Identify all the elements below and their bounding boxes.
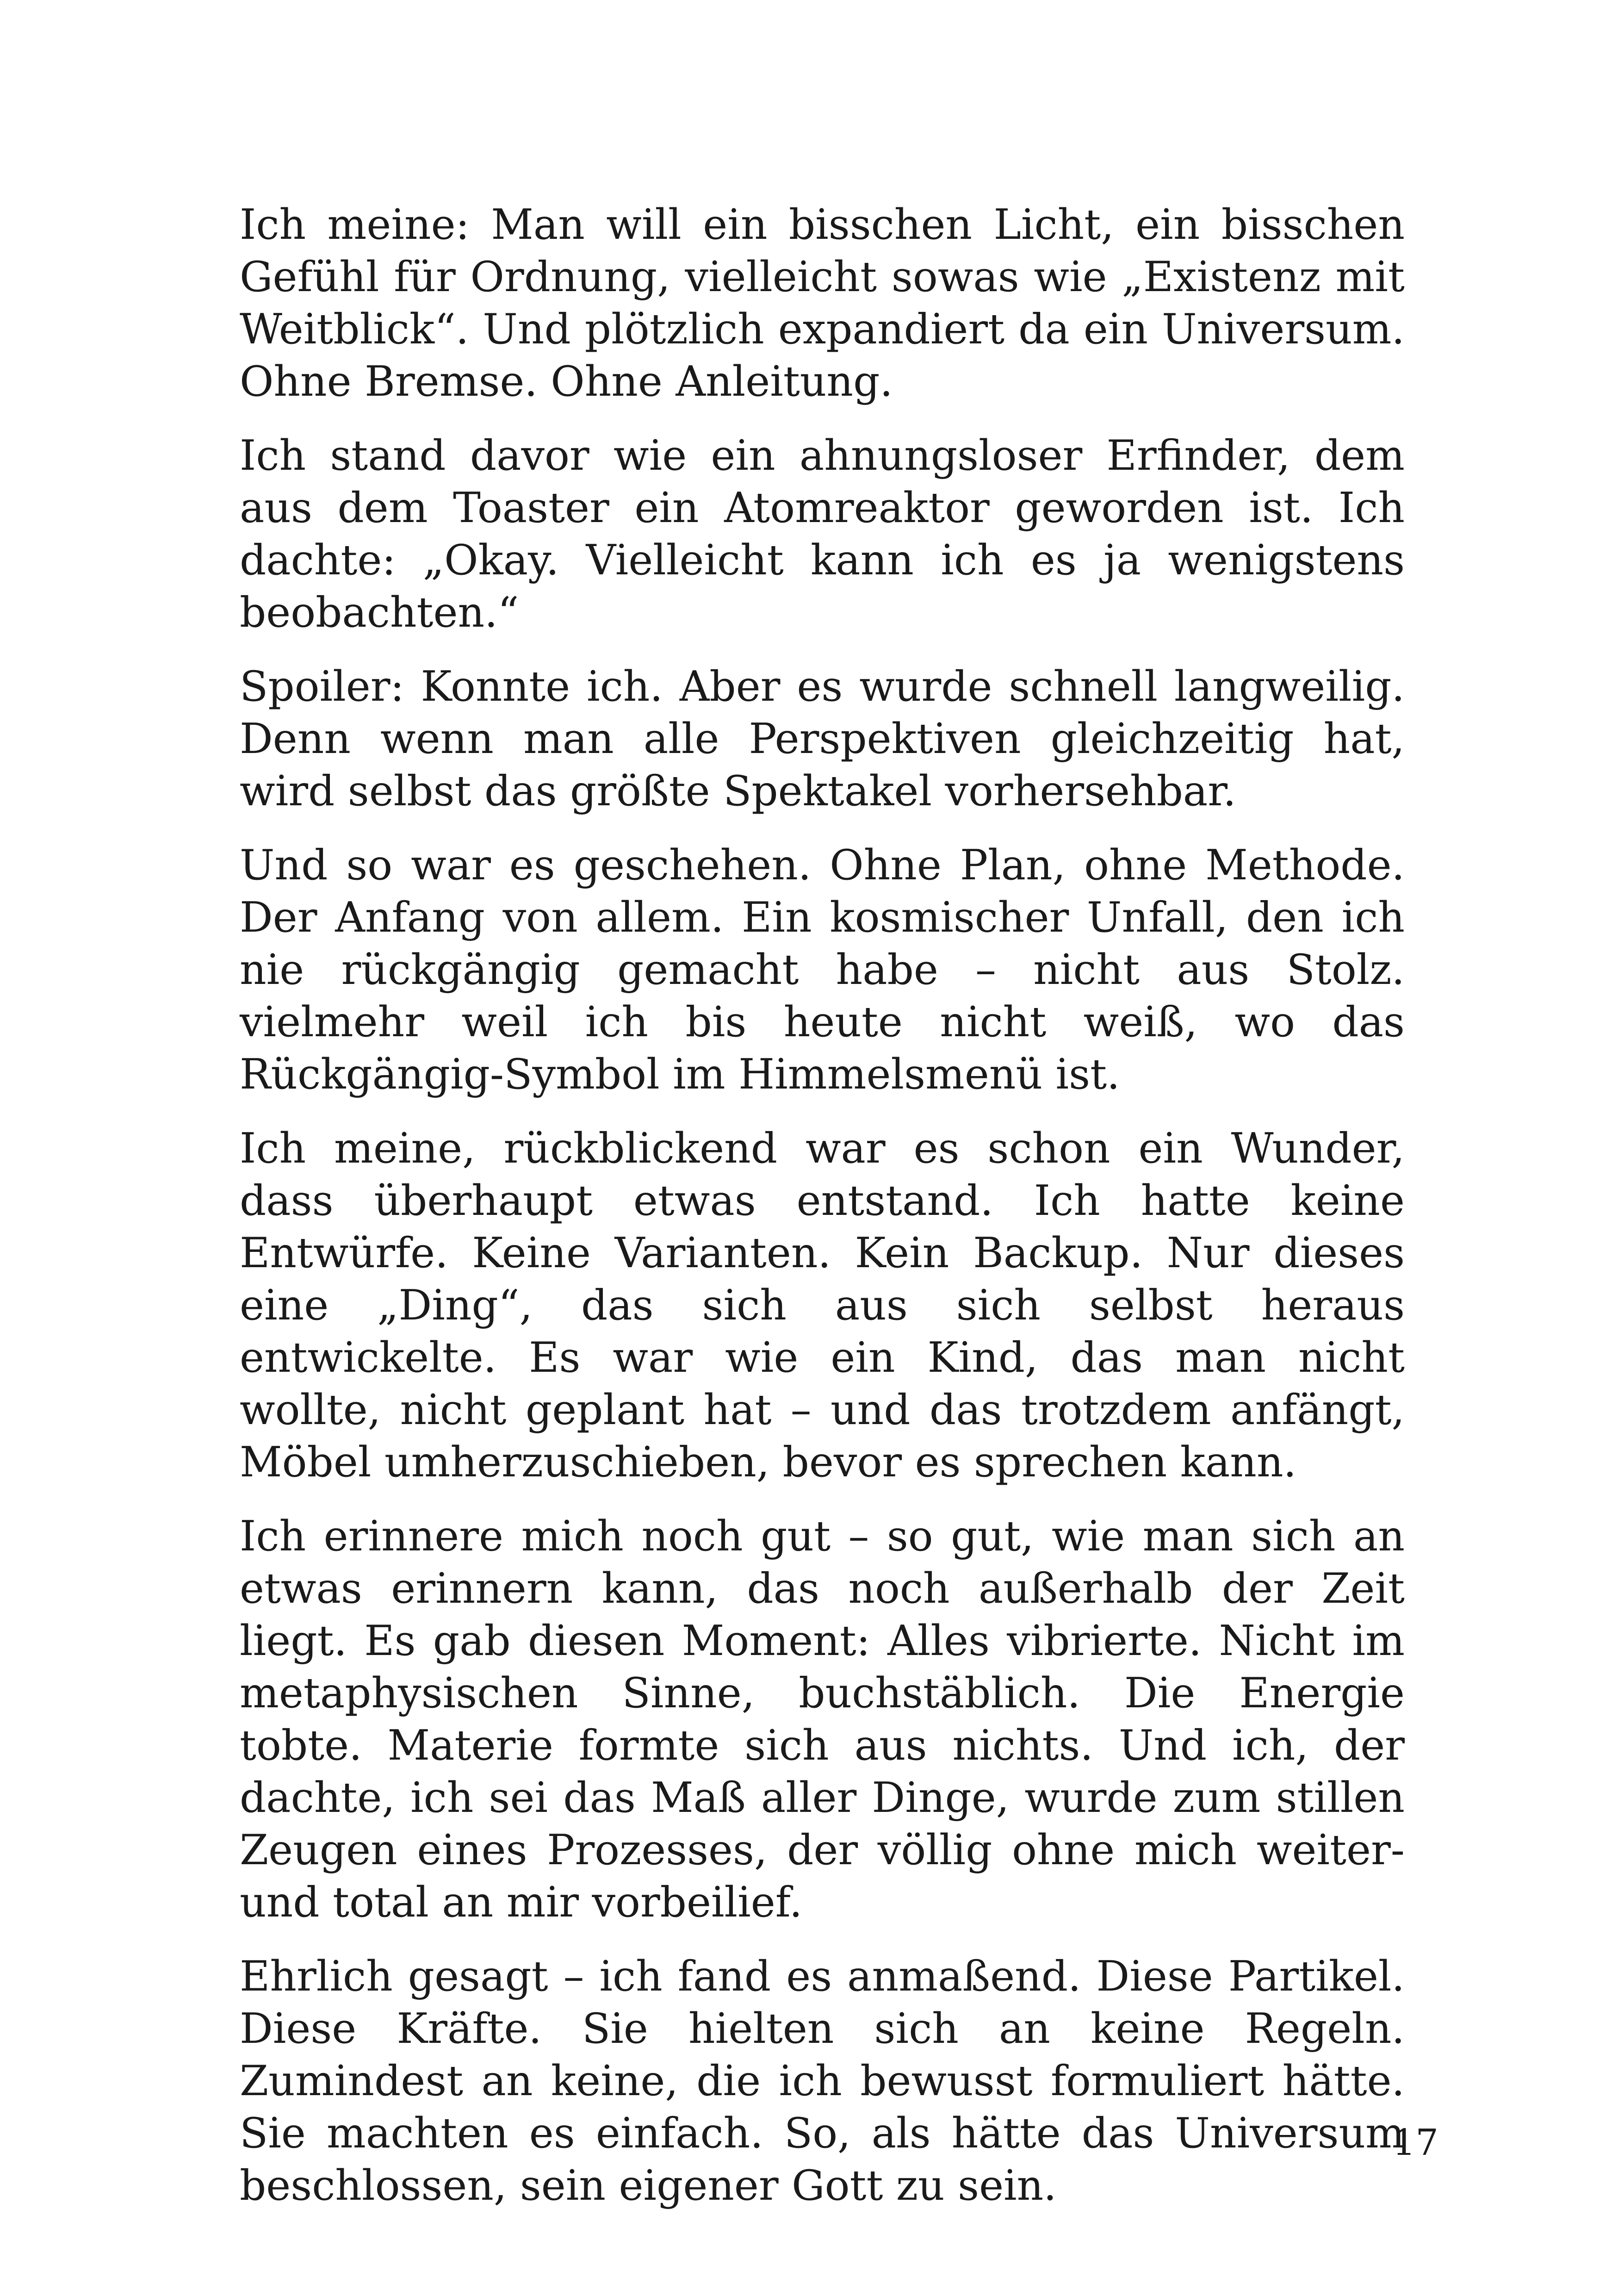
paragraph-1: Ich meine: Man will ein bisschen Licht, ein bisschen Gefühl für Ordnung, vielleicht sowas wie „Existenz mit Weitblick“. Und plötzlich expandiert da ein Universum. Ohne Bremse. Ohne Anleitung. — [240, 201, 1405, 406]
paragraph-4: Und so war es geschehen. Ohne Plan, ohne Methode. Der Anfang von allem. Ein kosmischer Unfall, den ich nie rückgängig gemacht habe – nicht aus Stolz. vielmehr weil ich bis heute nicht weiß, wo das Rückgängig-Symbol im Himmelsmenü ist. — [240, 841, 1405, 1099]
body-text — [240, 199, 1405, 2234]
paragraph-7: Ehrlich gesagt – ich fand es anmaßend. Diese Partikel. Diese Kräfte. Sie hielten sich an keine Regeln. Zumindest an keine, die ich bewusst formuliert hätte. Sie machten es einfach. So, als hätte das Universum beschlossen, sein eigener Gott zu sein. — [240, 1953, 1405, 2210]
paragraph-3: Spoiler: Konnte ich. Aber es wurde schnell langweilig. Denn wenn man alle Perspektiven gleichzeitig hat, wird selbst das größte Spektakel vorhersehbar. — [240, 663, 1405, 815]
paragraph-6: Ich erinnere mich noch gut – so gut, wie man sich an etwas erinnern kann, das noch außerhalb der Zeit liegt. Es gab diesen Moment: Alles vibrierte. Nicht im metaphysischen Sinne, buchstäblich. Die Energie tobte. Materie formte sich aus nichts. Und ich, der dachte, ich sei das Maß aller Dinge, wurde zum stillen Zeugen eines Prozesses, der völlig ohne mich weiter- und total an mir vorbeilief. — [240, 1512, 1405, 1927]
page-number: 17 — [1392, 2122, 1438, 2164]
paragraph-5: Ich meine, rückblickend war es schon ein Wunder, dass überhaupt etwas entstand. Ich hatte keine Entwürfe. Keine Varianten. Kein Backup. Nur dieses eine „Ding“, das sich aus sich selbst heraus entwickelte. Es war wie ein Kind, das man nicht wollte, nicht geplant hat – und das trotzdem anfängt, Möbel umherzuschieben, bevor es sprechen kann. — [240, 1125, 1405, 1487]
paragraph-2: Ich stand davor wie ein ahnungsloser Erfinder, dem aus dem Toaster ein Atomreaktor geworden ist. Ich dachte: „Okay. Vielleicht kann ich es ja wenigstens beobachten.“ — [240, 432, 1405, 637]
